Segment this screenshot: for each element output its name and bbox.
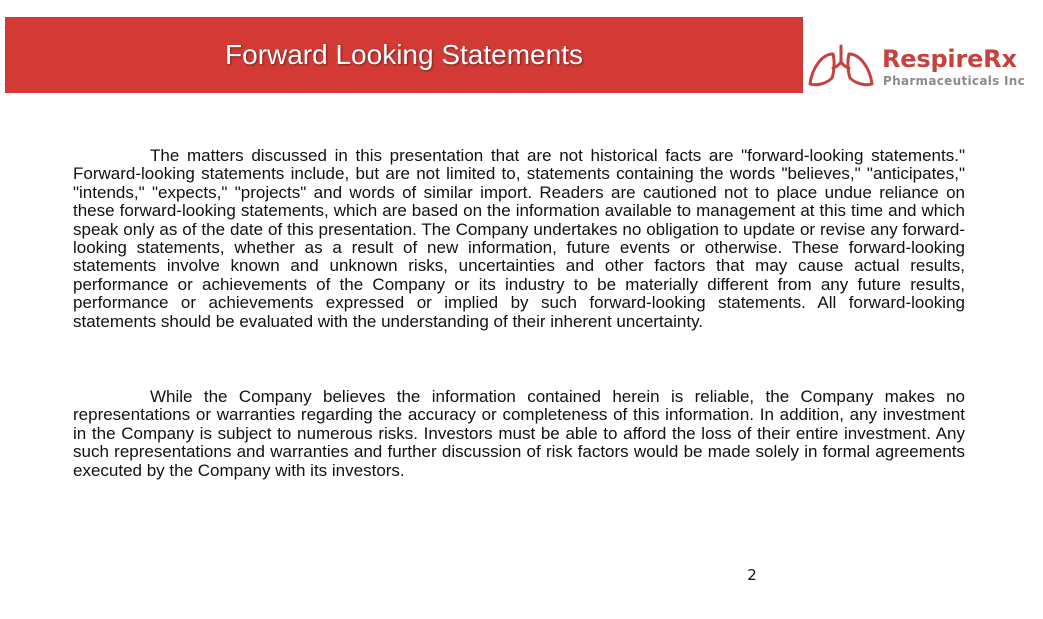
disclaimer-paragraph-2 (73, 388, 965, 480)
page-number: 2 (747, 566, 757, 584)
paragraph-1-text: The matters discussed in this presentation that are not historical facts are "forward-looking statements." Forward-looking statements include, but are not limited to, statements containing the words "believes," "anticipates," "intends," "expects," "projects" and words of similar import. Readers are cautioned not to place undue reliance on these forward-looking statements, which are based on the information available to management at this time and which speak only as of the date of this presentation. The Company undertakes no obligation to update or revise any forward-looking statements, whether as a result of new information, future events or otherwise. These forward-looking statements involve known and unknown risks, uncertainties and other factors that may cause actual results, performance or achievements of the Company or its industry to be materially different from any future results, performance or achievements expressed or implied by such forward-looking statements. All forward-looking statements should be evaluated with the understanding of their inherent uncertainty. (73, 146, 965, 331)
company-logo (806, 40, 1043, 95)
lungs-icon (806, 42, 876, 90)
logo-subtitle: Pharmaceuticals Inc (883, 74, 1026, 88)
title-bar (5, 17, 803, 93)
slide-title: Forward Looking Statements (225, 39, 583, 70)
logo-name: RespireRx (882, 45, 1017, 73)
paragraph-2-text: While the Company believes the information contained herein is reliable, the Company makes no representations or warranties regarding the accuracy or completeness of this information. In addition, any investment in the Company is subject to numerous risks. Investors must be able to afford the loss of their entire investment. Any such representations and warranties and further discussion of risk factors would be made solely in formal agreements executed by the Company with its investors. (73, 387, 965, 480)
disclaimer-paragraph-1 (73, 147, 965, 331)
